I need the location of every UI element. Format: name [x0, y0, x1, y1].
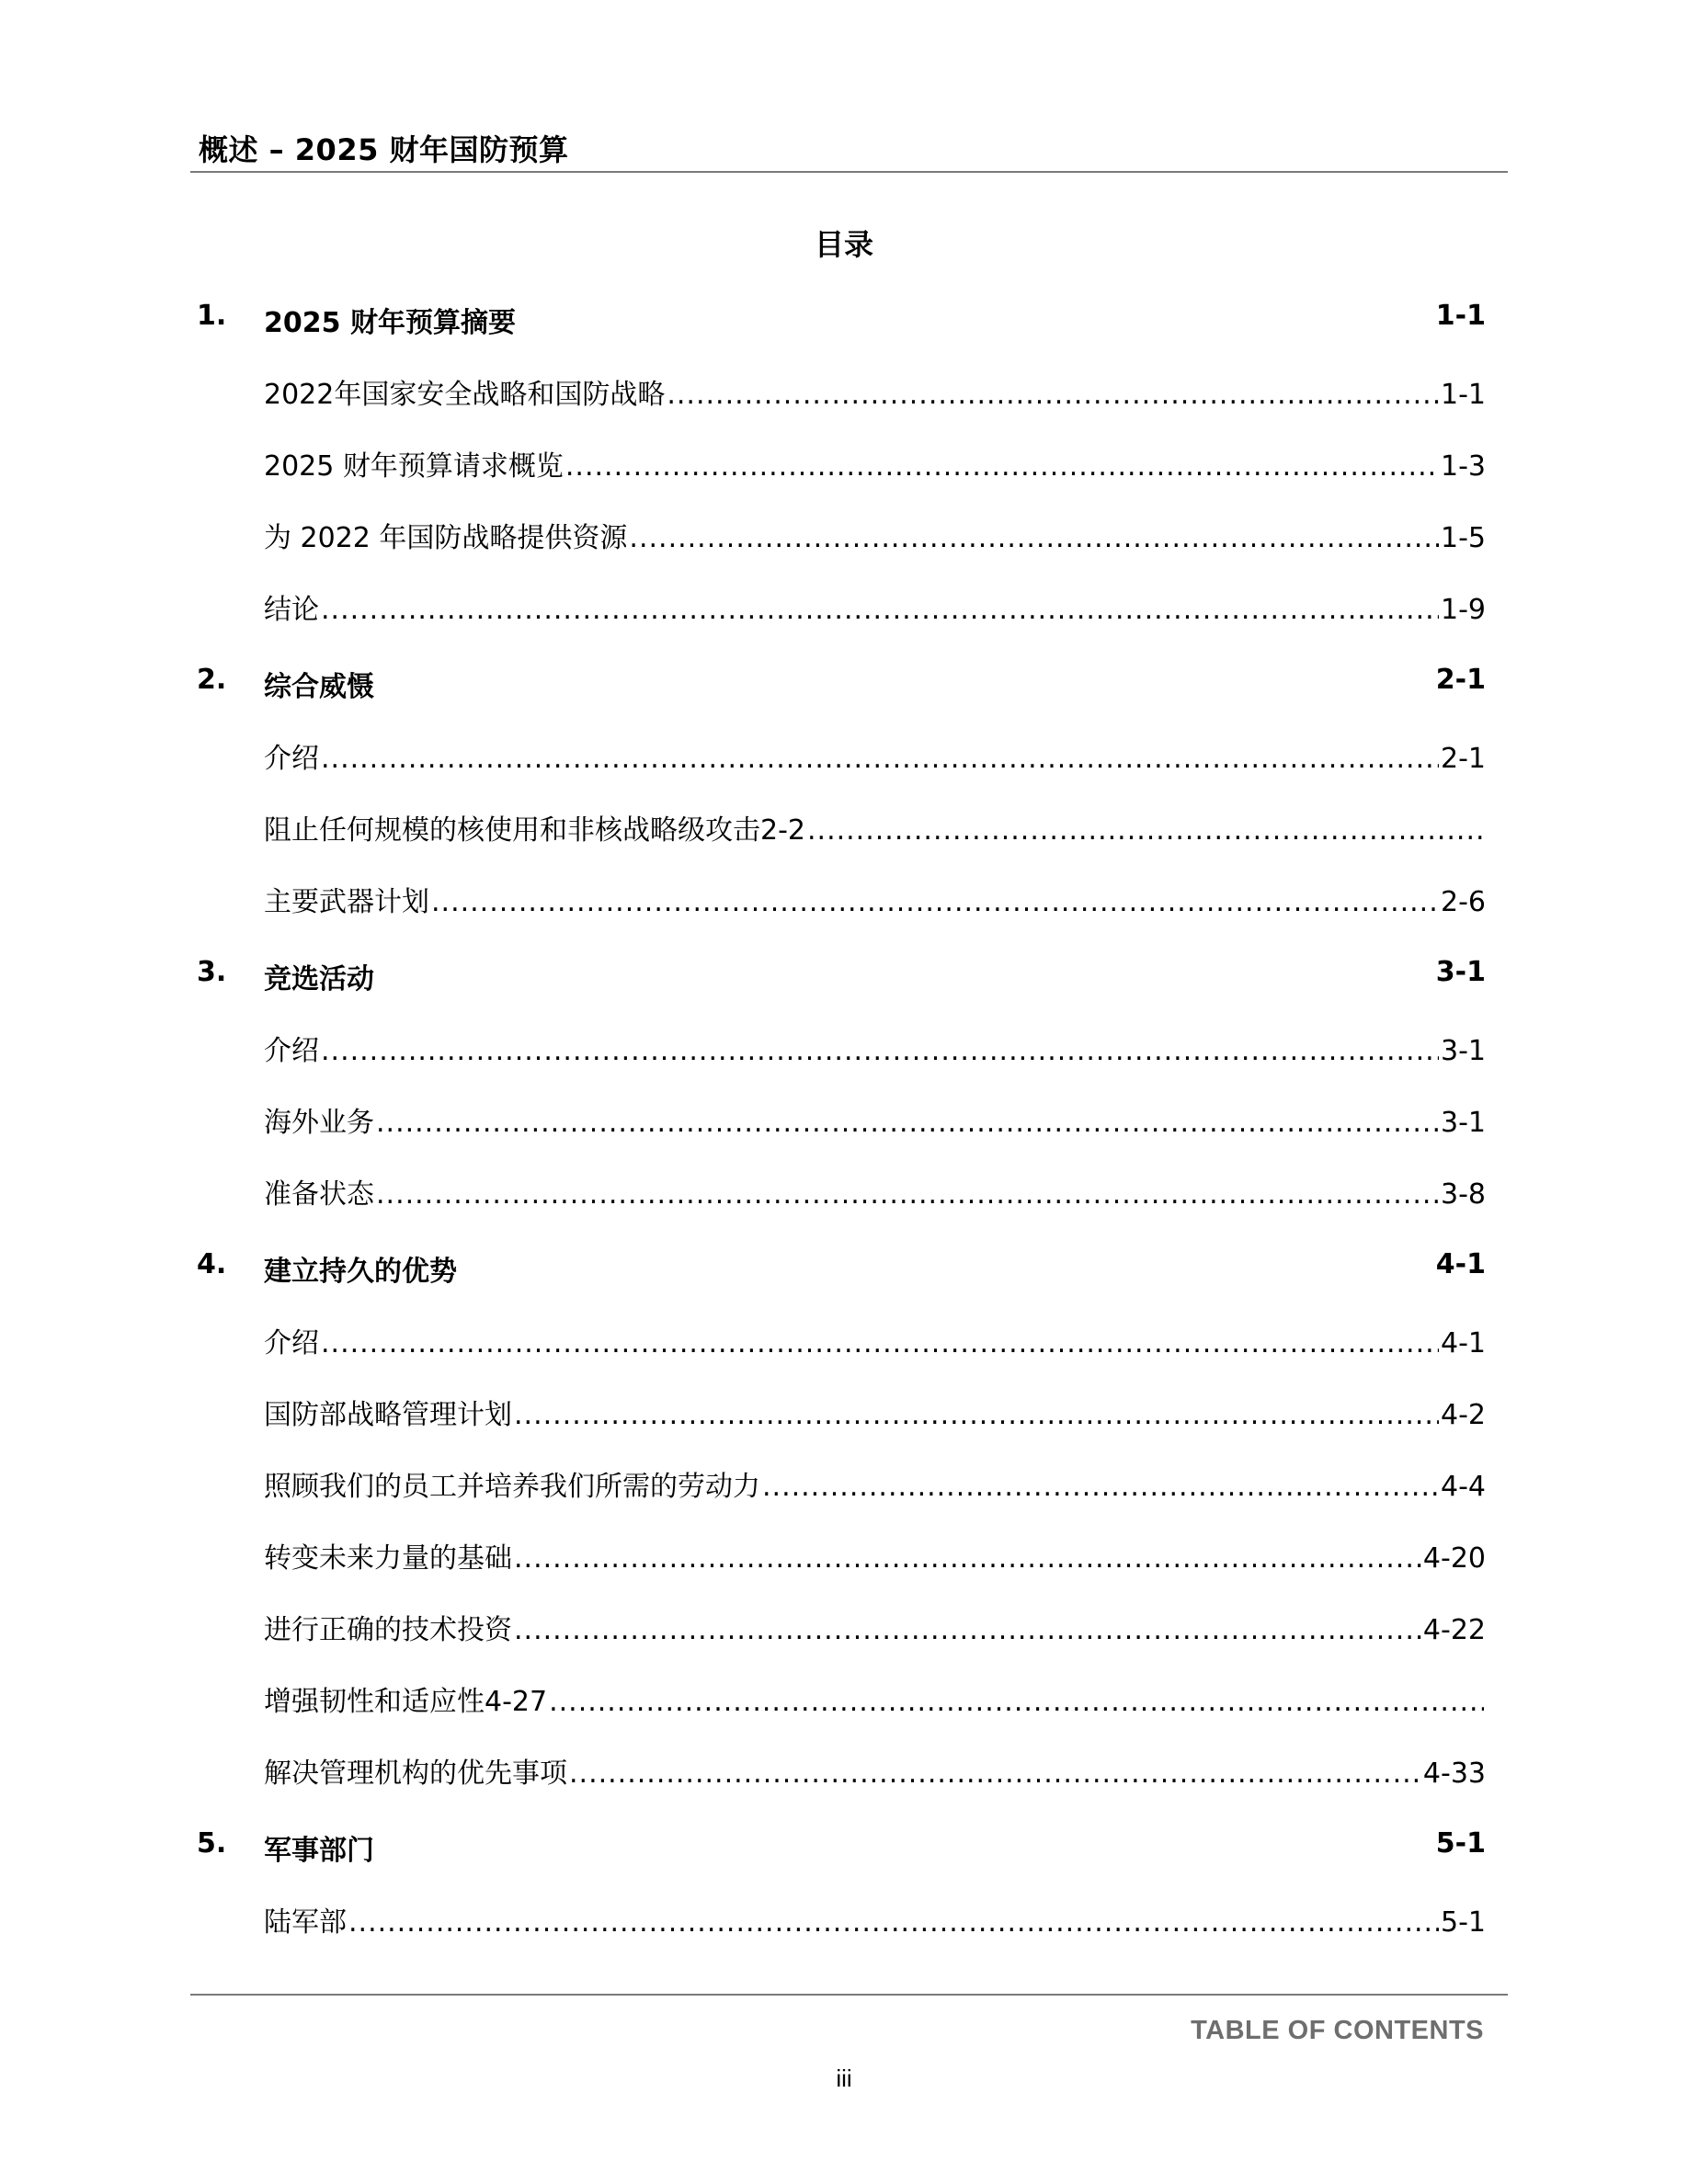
- section-number: 3.: [197, 956, 227, 988]
- toc-entry-page: 1-9: [1441, 594, 1486, 626]
- toc-entry[interactable]: [264, 1171, 1486, 1211]
- toc-entry-page: 1-3: [1441, 450, 1486, 483]
- toc-entry-label: 进行正确的技术投资: [264, 1614, 512, 1646]
- toc-entry-label: 2025 财年预算请求概览: [264, 450, 564, 483]
- dot-leader: [514, 1399, 1439, 1431]
- section-title: 军事部门: [264, 1835, 374, 1867]
- section-number: 1.: [197, 300, 227, 332]
- dot-leader: [376, 1107, 1439, 1139]
- toc-entry[interactable]: [264, 1535, 1486, 1575]
- dot-leader: [514, 1614, 1421, 1646]
- toc-entry-page: 4-22: [1422, 1614, 1486, 1646]
- section-title: 建立持久的优势: [264, 1256, 457, 1288]
- toc-section-heading[interactable]: [0, 664, 1688, 708]
- toc-entry-page: 1-1: [1441, 379, 1486, 411]
- dot-leader: [807, 814, 1484, 847]
- section-page: 5-1: [1435, 1827, 1486, 1860]
- toc-entry[interactable]: [264, 1099, 1486, 1140]
- dot-leader: [348, 1906, 1439, 1939]
- toc-entry-page: 4-2: [1441, 1399, 1486, 1431]
- toc-entry-page: 3-8: [1441, 1178, 1486, 1211]
- toc-entry[interactable]: [264, 735, 1486, 776]
- section-page: 1-1: [1435, 300, 1486, 332]
- toc-entry[interactable]: [264, 1320, 1486, 1360]
- toc-entry-page: 4-20: [1422, 1542, 1486, 1575]
- toc-entry-label: 增强韧性和适应性4-27: [264, 1686, 548, 1718]
- toc-section-heading[interactable]: [0, 1248, 1688, 1292]
- toc-entry-page: 4-1: [1441, 1327, 1486, 1359]
- toc-entry[interactable]: [264, 586, 1486, 627]
- footer-label: TABLE OF CONTENTS: [1191, 2016, 1484, 2045]
- toc-entry-label: 解决管理机构的优先事项: [264, 1757, 567, 1790]
- toc-entry-page: 4-4: [1441, 1471, 1486, 1503]
- toc-entry-label: 准备状态: [264, 1178, 374, 1211]
- toc-entry[interactable]: [264, 515, 1486, 555]
- toc-section-heading[interactable]: [0, 956, 1688, 1000]
- toc-entry-page: 1-5: [1441, 522, 1486, 554]
- toc-entry[interactable]: [264, 879, 1486, 919]
- dot-leader: [431, 886, 1439, 918]
- dot-leader: [321, 594, 1439, 626]
- toc-entry[interactable]: [264, 1392, 1486, 1432]
- toc-entry[interactable]: [264, 1463, 1486, 1504]
- toc-entry-page: 2-1: [1441, 743, 1486, 775]
- section-page: 2-1: [1435, 664, 1486, 696]
- toc-entry-page: 4-33: [1422, 1757, 1486, 1790]
- toc-entry-label: 国防部战略管理计划: [264, 1399, 512, 1431]
- page-number: iii: [836, 2065, 852, 2092]
- dot-leader: [321, 1035, 1439, 1067]
- dot-leader: [565, 450, 1439, 483]
- toc-entry-label: 介绍: [264, 1035, 319, 1067]
- toc-entry[interactable]: [264, 1607, 1486, 1647]
- toc-entry-label: 转变未来力量的基础: [264, 1542, 512, 1575]
- toc-entry-label: 照顾我们的员工并培养我们所需的劳动力: [264, 1471, 760, 1503]
- toc-title: 目录: [814, 227, 873, 262]
- toc-section-heading[interactable]: [0, 1827, 1688, 1871]
- toc-entry-label: 2022年国家安全战略和国防战略: [264, 379, 666, 411]
- section-title: 竞选活动: [264, 963, 374, 995]
- toc-entry[interactable]: [264, 1028, 1486, 1068]
- toc-entry-page: 2-6: [1441, 886, 1486, 918]
- dot-leader: [569, 1757, 1421, 1790]
- toc-entry-label: 介绍: [264, 1327, 319, 1359]
- toc-entry-page: 3-1: [1441, 1107, 1486, 1139]
- dot-leader: [667, 379, 1439, 411]
- toc-entry[interactable]: [264, 1899, 1486, 1939]
- running-header: 概述 – 2025 财年国防预算: [199, 132, 569, 167]
- section-number: 5.: [197, 1827, 227, 1860]
- dot-leader: [514, 1542, 1421, 1575]
- dot-leader: [321, 1327, 1439, 1359]
- toc-entry-label: 主要武器计划: [264, 886, 429, 918]
- toc-entry-label: 海外业务: [264, 1107, 374, 1139]
- toc-entry-label: 阻止任何规模的核使用和非核战略级攻击2-2: [264, 814, 805, 847]
- toc-entry-label: 陆军部: [264, 1906, 347, 1939]
- toc-entry-label: 为 2022 年国防战略提供资源: [264, 522, 628, 554]
- footer-rule: [190, 1994, 1508, 1996]
- section-number: 2.: [197, 664, 227, 696]
- section-number: 4.: [197, 1248, 227, 1280]
- section-title: 综合威慑: [264, 671, 374, 703]
- dot-leader: [321, 743, 1439, 775]
- section-page: 3-1: [1435, 956, 1486, 988]
- toc-entry-label: 介绍: [264, 743, 319, 775]
- toc-entry-page: 5-1: [1441, 1906, 1486, 1939]
- toc-entry-label: 结论: [264, 594, 319, 626]
- toc-entry[interactable]: [264, 807, 1486, 847]
- toc-entry[interactable]: [264, 371, 1486, 412]
- toc-section-heading[interactable]: [0, 300, 1688, 344]
- dot-leader: [376, 1178, 1439, 1211]
- dot-leader: [762, 1471, 1439, 1503]
- dot-leader: [549, 1686, 1484, 1718]
- toc-entry-page: 3-1: [1441, 1035, 1486, 1067]
- section-title: 2025 财年预算摘要: [264, 307, 516, 339]
- toc-entry[interactable]: [264, 1678, 1486, 1719]
- toc-entry[interactable]: [264, 443, 1486, 483]
- section-page: 4-1: [1435, 1248, 1486, 1280]
- toc-entry[interactable]: [264, 1750, 1486, 1791]
- dot-leader: [629, 522, 1439, 554]
